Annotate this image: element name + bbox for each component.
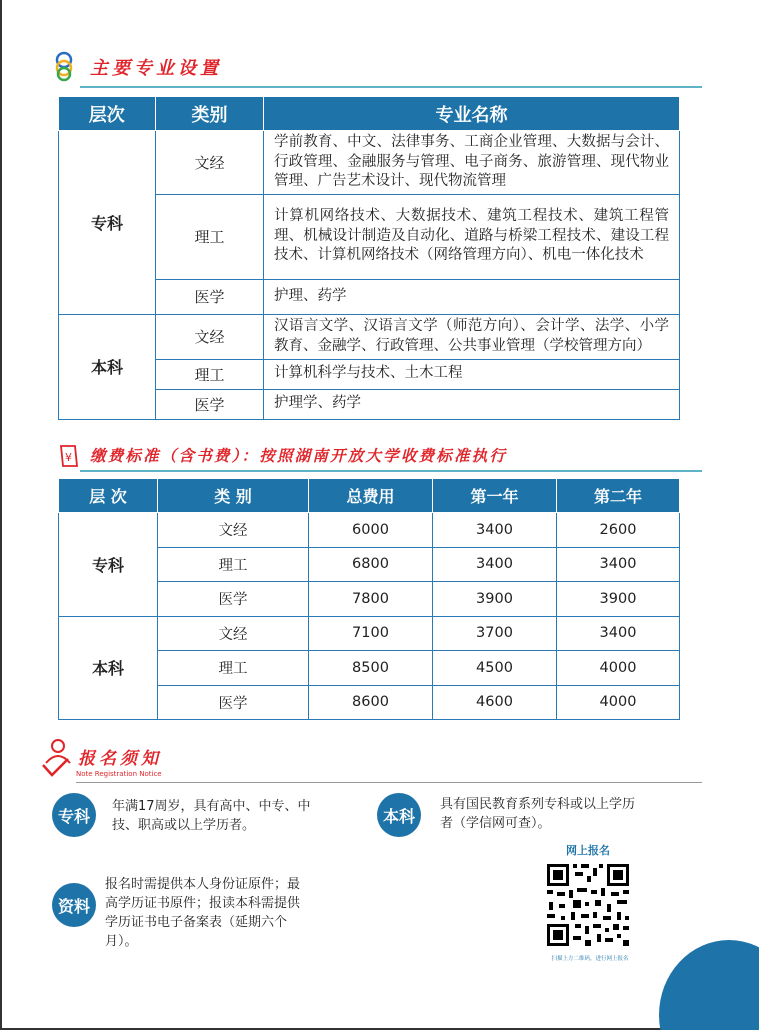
online-registration-label: 网上报名 xyxy=(566,844,610,857)
table-row xyxy=(59,616,680,651)
category-cell: 医学 xyxy=(156,279,264,314)
section-notice-subtitle: Note Registration Notice xyxy=(76,770,162,778)
majors-cell: 汉语言文学、汉语言文学（师范方向）、会计学、法学、小学教育、金融学、行政管理、公共事业管理（学校管理方向） xyxy=(264,314,680,359)
header-category: 类别 xyxy=(156,97,264,131)
year1-cell: 3900 xyxy=(433,582,557,617)
zhuanke-badge: 专科 xyxy=(52,793,96,837)
header-year1: 第一年 xyxy=(433,479,557,513)
level-cell: 本科 xyxy=(59,314,156,419)
total-cell: 6800 xyxy=(309,547,433,582)
year2-cell: 3900 xyxy=(557,582,680,617)
category-cell: 医学 xyxy=(158,685,309,720)
section-divider xyxy=(80,86,702,88)
majors-cell: 计算机科学与技术、土木工程 xyxy=(264,359,680,389)
total-cell: 8600 xyxy=(309,685,433,720)
year2-cell: 4000 xyxy=(557,651,680,686)
category-cell: 理工 xyxy=(158,547,309,582)
year2-cell: 3400 xyxy=(557,616,680,651)
table-header-row xyxy=(59,479,680,513)
majors-cell: 护理、药学 xyxy=(264,279,680,314)
benke-badge: 本科 xyxy=(377,793,421,837)
year1-cell: 4600 xyxy=(433,685,557,720)
year2-cell: 2600 xyxy=(557,513,680,548)
majors-cell: 计算机网络技术、大数据技术、建筑工程技术、建筑工程管理、机械设计制造及自动化、道路与桥梁工程技术、建设工程技术、计算机网络技术（网络管理方向）、机电一体化技术 xyxy=(264,194,680,279)
category-cell: 理工 xyxy=(156,194,264,279)
total-cell: 8500 xyxy=(309,651,433,686)
majors-table xyxy=(58,96,680,420)
section-majors-title: 主要专业设置 xyxy=(90,58,222,79)
section-fees-title: 缴费标准（含书费）：按照湖南开放大学收费标准执行 xyxy=(90,446,508,465)
materials-badge: 资料 xyxy=(52,883,96,927)
year1-cell: 3400 xyxy=(433,513,557,548)
majors-cell: 护理学、药学 xyxy=(264,389,680,419)
year1-cell: 3700 xyxy=(433,616,557,651)
benke-requirement: 具有国民教育系列专科或以上学历者（学信网可查）。 xyxy=(440,797,636,831)
year1-cell: 4500 xyxy=(433,651,557,686)
category-cell: 文经 xyxy=(156,314,264,359)
year1-cell: 3400 xyxy=(433,547,557,582)
category-cell: 理工 xyxy=(156,359,264,389)
category-cell: 医学 xyxy=(156,389,264,419)
materials-requirement: 报名时需提供本人身份证原件；最高学历证书原件；报读本科需提供学历证书电子备案表（延期六个月）。 xyxy=(105,877,301,949)
rings-icon xyxy=(52,50,76,82)
category-cell: 文经 xyxy=(156,131,264,195)
header-majors: 专业名称 xyxy=(264,97,680,131)
table-row xyxy=(59,513,680,548)
category-cell: 医学 xyxy=(158,582,309,617)
table-row xyxy=(59,314,680,359)
header-level: 层次 xyxy=(59,97,156,131)
qr-code-icon xyxy=(545,862,631,948)
qr-code[interactable] xyxy=(545,862,631,948)
category-cell: 文经 xyxy=(158,513,309,548)
svg-text:¥: ¥ xyxy=(65,451,72,464)
section-divider xyxy=(80,470,702,472)
total-cell: 7100 xyxy=(309,616,433,651)
year2-cell: 3400 xyxy=(557,547,680,582)
header-category: 类 别 xyxy=(158,479,309,513)
qr-caption: 扫描上方二维码，进行网上报名 xyxy=(551,956,629,962)
level-cell: 本科 xyxy=(59,616,158,720)
section-notice-title: 报名须知 xyxy=(78,749,162,769)
header-level: 层 次 xyxy=(59,479,158,513)
total-cell: 6000 xyxy=(309,513,433,548)
person-check-icon xyxy=(40,737,74,779)
section-divider xyxy=(76,782,702,783)
receipt-icon xyxy=(58,443,80,469)
fees-table xyxy=(58,478,680,720)
header-total: 总费用 xyxy=(309,479,433,513)
level-cell: 专科 xyxy=(59,131,156,315)
table-header-row xyxy=(59,97,680,131)
total-cell: 7800 xyxy=(309,582,433,617)
level-cell: 专科 xyxy=(59,513,158,617)
table-row xyxy=(59,131,680,195)
zhuanke-requirement: 年满17周岁，具有高中、中专、中技、职高或以上学历者。 xyxy=(112,799,311,833)
majors-cell: 学前教育、中文、法律事务、工商企业管理、大数据与会计、行政管理、金融服务与管理、电子商务、旅游管理、现代物业管理、广告艺术设计、现代物流管理 xyxy=(264,131,680,195)
header-year2: 第二年 xyxy=(557,479,680,513)
category-cell: 理工 xyxy=(158,651,309,686)
year2-cell: 4000 xyxy=(557,685,680,720)
category-cell: 文经 xyxy=(158,616,309,651)
